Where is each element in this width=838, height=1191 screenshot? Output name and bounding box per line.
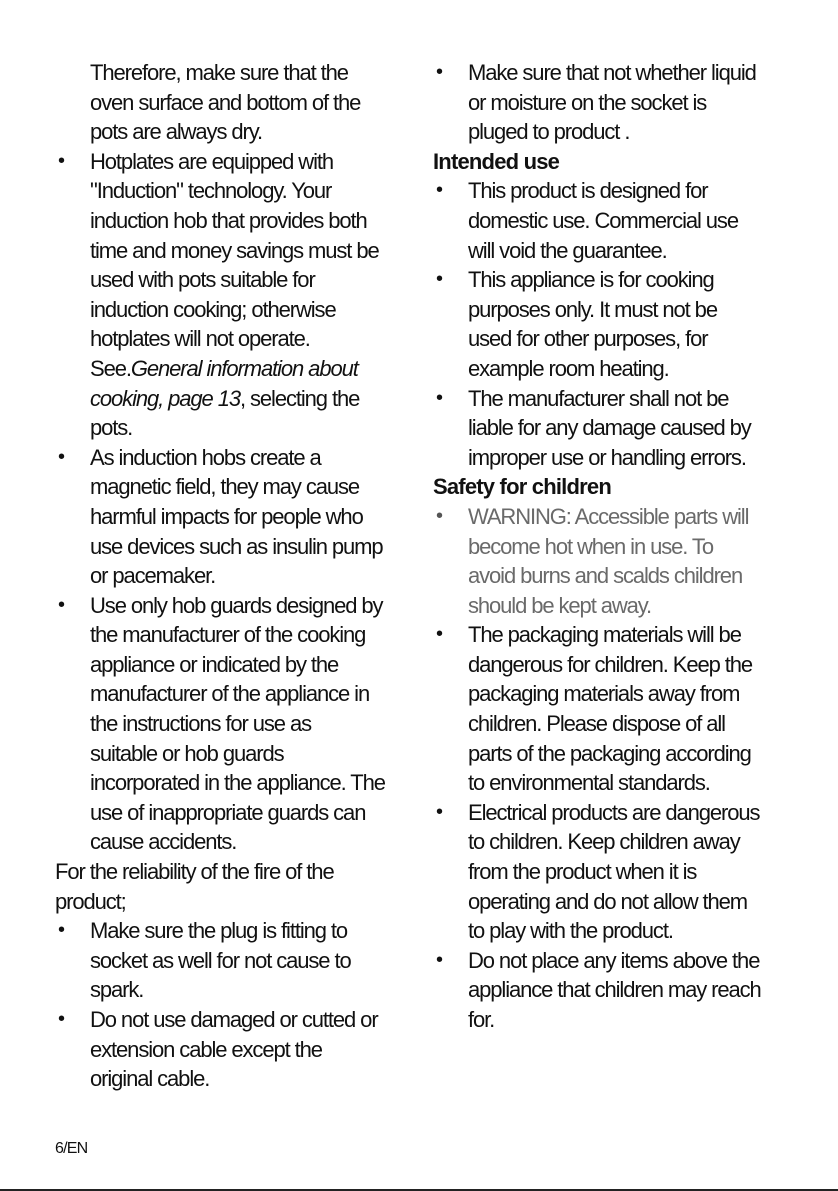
bullet-icon: • [58, 1008, 66, 1030]
bullet-icon: • [436, 179, 444, 202]
text-line [433, 206, 833, 236]
text-line [433, 650, 833, 680]
text-line [55, 946, 415, 976]
text-segment: extension cable except the [90, 1036, 322, 1062]
text-segment: the instructions for use as [90, 711, 311, 737]
text-line [55, 413, 415, 443]
text-segment: magnetic field, they may cause [90, 474, 360, 500]
text-line [55, 384, 415, 414]
text-line [55, 561, 415, 591]
text-segment: domestic use. Commercial use [468, 207, 738, 233]
text-segment: should be kept away. [468, 592, 652, 618]
text-line [433, 561, 833, 591]
bullet-icon: • [436, 800, 444, 823]
text-segment: For the reliability of the fire of the [55, 859, 334, 885]
text-line [55, 857, 415, 887]
text-segment: liable for any damage caused by [468, 415, 751, 441]
text-segment: example room heating. [468, 355, 669, 381]
text-line [433, 798, 833, 828]
text-segment: pots are always dry. [90, 119, 263, 145]
left-column [55, 58, 415, 1094]
text-line [55, 679, 415, 709]
text-line [90, 58, 415, 88]
text-line [55, 147, 415, 177]
text-line [433, 768, 833, 798]
text-segment: cause accidents. [90, 829, 237, 855]
text-segment: spark. [90, 977, 144, 1003]
bullet-item [433, 620, 833, 798]
text-segment: used with pots suitable for [90, 267, 315, 293]
text-line [55, 709, 415, 739]
paragraph [55, 58, 415, 147]
text-line [55, 206, 415, 236]
text-line [433, 532, 833, 562]
text-segment: use devices such as insulin pump [90, 533, 383, 559]
text-segment: will void the guarantee. [468, 237, 667, 263]
bullet-icon: • [436, 61, 444, 83]
text-segment: to environmental standards. [468, 770, 710, 796]
text-segment: incorporated in the appliance. The [90, 770, 385, 796]
text-segment: dangerous for children. Keep the [468, 651, 753, 677]
text-segment: appliance that children may reach [468, 977, 761, 1003]
text-line [90, 88, 415, 118]
text-segment: to play with the product. [468, 918, 673, 944]
text-line [433, 975, 833, 1005]
text-line [433, 739, 833, 769]
text-line [433, 946, 833, 976]
text-line [55, 176, 415, 206]
text-line [433, 176, 833, 206]
text-line [433, 384, 833, 414]
text-line [55, 1035, 415, 1065]
text-line [55, 1005, 415, 1035]
text-segment: Therefore, make sure that the [90, 60, 348, 85]
text-segment: improper use or handling errors. [468, 444, 746, 470]
bullet-icon: • [436, 504, 444, 527]
text-line [433, 857, 833, 887]
text-segment: use of inappropriate guards can [90, 799, 366, 825]
text-line [55, 739, 415, 769]
right-column [433, 58, 833, 1035]
text-line [55, 532, 415, 562]
text-segment: manufacturer of the appliance in [90, 681, 370, 707]
paragraph [55, 857, 415, 916]
text-segment: original cable. [90, 1066, 210, 1092]
text-segment: induction cooking; otherwise [90, 296, 336, 322]
text-segment: parts of the packaging according [468, 740, 751, 766]
text-segment: The manufacturer shall not be [468, 385, 729, 411]
text-line [433, 354, 833, 384]
text-line [55, 591, 415, 621]
text-segment: This product is designed for [468, 178, 708, 204]
section-heading [433, 472, 833, 502]
bullet-icon: • [58, 593, 66, 616]
bullet-item [55, 147, 415, 443]
text-segment: Electrical products are dangerous [468, 799, 760, 825]
bullet-item [433, 265, 833, 383]
bullet-icon: • [436, 268, 444, 291]
bullet-icon: • [58, 919, 66, 942]
text-segment: children. Please dispose of all [468, 711, 725, 737]
text-line [55, 236, 415, 266]
text-line [433, 916, 833, 946]
page-number: 6/EN [55, 1140, 88, 1157]
text-segment: As induction hobs create a [90, 444, 321, 470]
text-line [433, 88, 833, 118]
bullet-item [55, 443, 415, 591]
text-line [55, 768, 415, 798]
text-line [55, 916, 415, 946]
text-segment: for. [468, 1007, 495, 1032]
section-heading [433, 147, 833, 177]
bullet-icon: • [58, 445, 66, 468]
text-line [55, 502, 415, 532]
bullet-icon: • [436, 623, 444, 646]
text-segment: suitable or hob guards [90, 740, 284, 766]
text-segment: "Induction" technology. Your [90, 178, 332, 204]
text-segment: , selecting the [239, 385, 360, 411]
text-line [55, 295, 415, 325]
text-line [433, 1005, 833, 1035]
text-line [433, 265, 833, 295]
text-segment: product; [55, 888, 126, 914]
text-line [433, 324, 833, 354]
text-line [433, 620, 833, 650]
bullet-item [55, 1005, 415, 1094]
text-line [433, 147, 833, 177]
text-segment: oven surface and bottom of the [90, 89, 361, 115]
text-segment: used for other purposes, for [468, 326, 708, 352]
bullet-item [433, 798, 833, 946]
text-segment: from the product when it is [468, 859, 697, 885]
text-segment: purposes only. It must not be [468, 296, 717, 322]
text-segment: hotplates will not operate. [90, 326, 310, 352]
bullet-item [433, 946, 833, 1035]
text-segment: Hotplates are equipped with [90, 148, 334, 174]
text-line [90, 117, 415, 147]
text-line [55, 265, 415, 295]
text-segment: Make sure that not whether liquid [468, 60, 756, 85]
text-line [55, 324, 415, 354]
bullet-item [433, 176, 833, 265]
text-segment: Use only hob guards designed by [90, 592, 383, 618]
text-line [433, 502, 833, 532]
text-segment: Safety for children [433, 474, 611, 500]
text-segment: or moisture on the socket is [468, 89, 707, 115]
text-segment: the manufacturer of the cooking [90, 622, 366, 648]
bullet-icon: • [436, 948, 444, 971]
text-line [433, 443, 833, 473]
bullet-item [55, 916, 415, 1005]
text-segment: Intended use [433, 148, 560, 174]
cross-reference-text: cooking, page 13 [90, 385, 240, 411]
text-line [55, 798, 415, 828]
cross-reference-text: General information about [130, 355, 358, 381]
text-line [55, 1064, 415, 1094]
text-line [433, 295, 833, 325]
text-line [433, 236, 833, 266]
text-line [433, 58, 833, 88]
bullet-icon: • [58, 149, 66, 172]
text-segment: become hot when in use. To [468, 533, 713, 559]
text-line [55, 650, 415, 680]
text-line [55, 472, 415, 502]
text-segment: Do not use damaged or cutted or [90, 1007, 378, 1032]
text-line [433, 591, 833, 621]
text-segment: See. [90, 355, 131, 381]
text-line [55, 975, 415, 1005]
text-line [55, 620, 415, 650]
text-segment: This appliance is for cooking [468, 267, 714, 293]
text-segment: harmful impacts for people who [90, 503, 363, 529]
bullet-item [433, 58, 833, 147]
text-segment: Do not place any items above the [468, 947, 760, 973]
text-segment: avoid burns and scalds children [468, 563, 743, 589]
text-segment: WARNING: Accessible parts will [468, 503, 749, 529]
text-segment: to children. Keep children away [468, 829, 740, 855]
text-segment: operating and do not allow them [468, 888, 748, 914]
bullet-item [433, 384, 833, 473]
text-segment: packaging materials away from [468, 681, 740, 707]
text-segment: pluged to product . [468, 119, 630, 145]
text-line [55, 827, 415, 857]
text-line [433, 472, 833, 502]
text-line [55, 354, 415, 384]
text-line [433, 887, 833, 917]
text-segment: or pacemaker. [90, 563, 216, 589]
bullet-item [55, 591, 415, 857]
text-segment: pots. [90, 415, 133, 441]
text-line [433, 827, 833, 857]
text-line [55, 887, 415, 917]
text-line [433, 117, 833, 147]
text-segment: Make sure the plug is fitting to [90, 918, 348, 944]
text-segment: induction hob that provides both [90, 207, 367, 233]
text-segment: The packaging materials will be [468, 622, 741, 648]
text-line [433, 413, 833, 443]
text-segment: socket as well for not cause to [90, 947, 351, 973]
bullet-icon: • [436, 386, 444, 409]
text-line [55, 443, 415, 473]
text-line [433, 679, 833, 709]
text-segment: appliance or indicated by the [90, 651, 339, 677]
bullet-item [433, 502, 833, 620]
text-segment: time and money savings must be [90, 237, 379, 263]
text-line [433, 709, 833, 739]
